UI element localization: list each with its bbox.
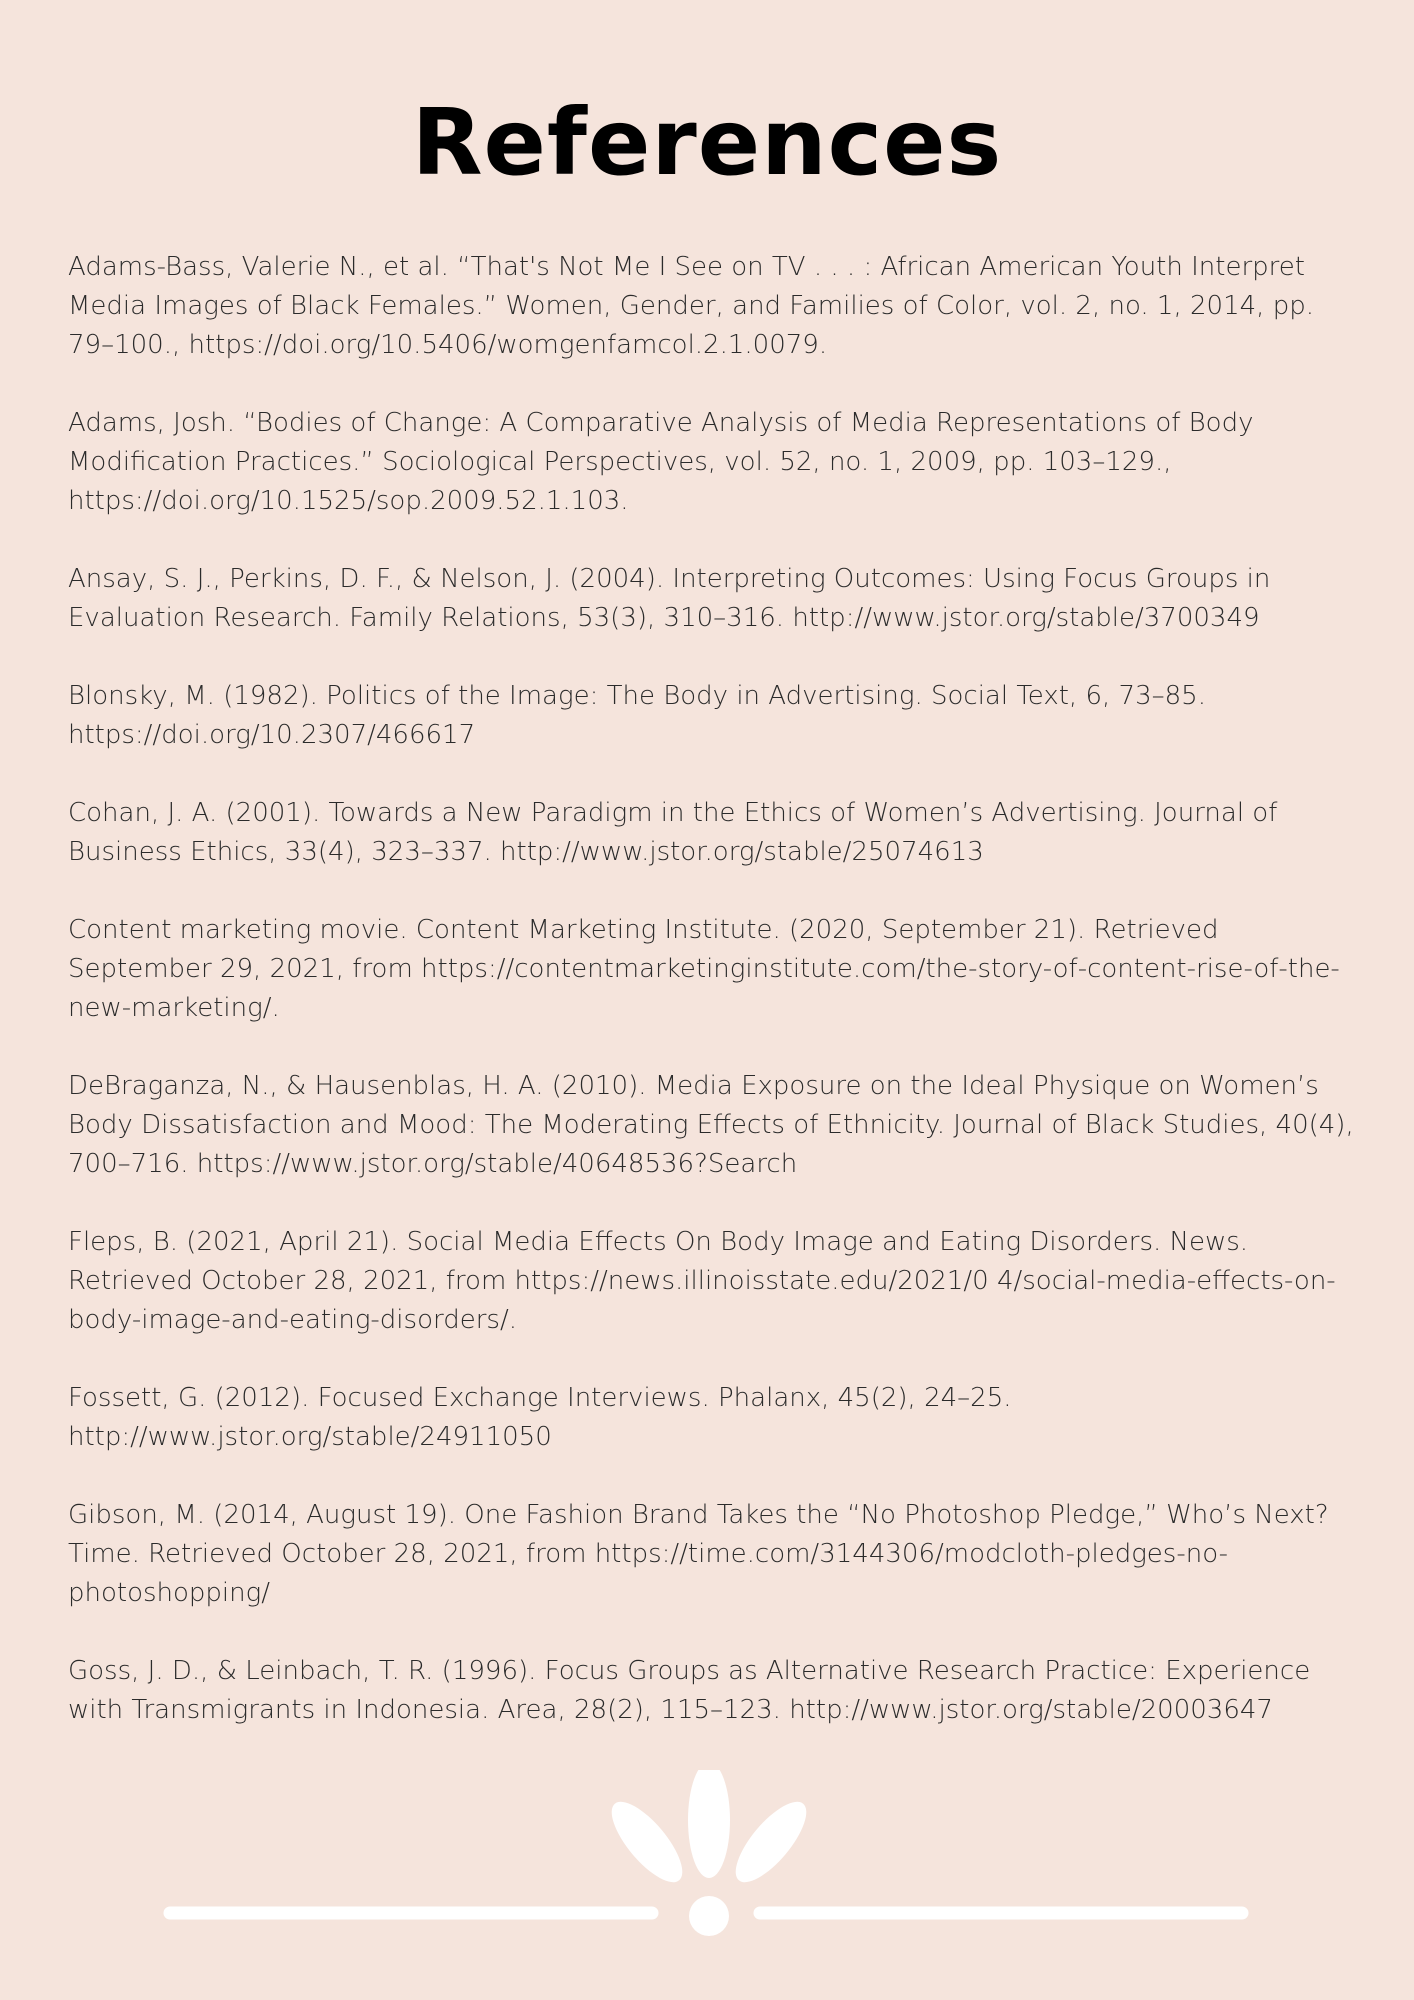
right-petal xyxy=(724,1791,817,1892)
center-petal xyxy=(688,1770,730,1878)
reference-item: Fleps, B. (2021, April 21). Social Media Effects On Body Image and Eating Disorders. News. Retrieved October 28, 2021, from https://news.illinoisstate.edu/2021/0 4/social-media-effects-on-body-image-and-eating-disorders/. xyxy=(68,1227,1336,1335)
left-petal xyxy=(600,1791,693,1892)
reference-item: Fossett, G. (2012). Focused Exchange Interviews. Phalanx, 45(2), 24–25. http://www.jstor.org/stable/24911050 xyxy=(68,1383,1012,1452)
reference-item: Adams-Bass, Valerie N., et al. “That's Not Me I See on TV . . . : African American Youth Interpret Media Images of Black Females.” Women, Gender, and Families of Color, vol. 2, no. 1, 2014, pp. 79–100., https://doi.org/10.5406/womgenfamcol.2.1.0079. xyxy=(68,252,1314,360)
exclamation-sparkle-icon xyxy=(160,1770,1250,1950)
reference-list xyxy=(68,248,1358,1769)
page-title: References xyxy=(411,89,1003,196)
center-dot xyxy=(689,1896,729,1936)
reference-item: DeBraganza, N., & Hausenblas, H. A. (2010). Media Exposure on the Ideal Physique on Women’s Body Dissatisfaction and Mood: The Moderating Effects of Ethnicity. Journal of Black Studies, 40(4), 700–716. https://www.jstor.org/stable/40648536?Search xyxy=(68,1071,1354,1179)
reference-item: Gibson, M. (2014, August 19). One Fashion Brand Takes the “No Photoshop Pledge,” Who’s Next? Time. Retrieved October 28, 2021, from https://time.com/3144306/modcloth-pledges-no-photoshopping/ xyxy=(68,1500,1329,1608)
reference-item: Ansay, S. J., Perkins, D. F., & Nelson, J. (2004). Interpreting Outcomes: Using Focus Groups in Evaluation Research. Family Relations, 53(3), 310–316. http://www.jstor.org/stable/3700349 xyxy=(68,564,1271,633)
reference-item: Goss, J. D., & Leinbach, T. R. (1996). Focus Groups as Alternative Research Practice: Experience with Transmigrants in Indonesia. Area, 28(2), 115–123. http://www.jstor.org/stable/20003647 xyxy=(68,1656,1311,1725)
reference-item: Blonsky, M. (1982). Politics of the Image: The Body in Advertising. Social Text, 6, 73–85. https://doi.org/10.2307/466617 xyxy=(68,681,1206,750)
reference-item: Adams, Josh. “Bodies of Change: A Comparative Analysis of Media Representations of Body Modification Practices.” Sociological Perspectives, vol. 52, no. 1, 2009, pp. 103–129., https://doi.org/10.1525/sop.2009.52.1.103. xyxy=(68,408,1254,516)
reference-item: Cohan, J. A. (2001). Towards a New Paradigm in the Ethics of Women’s Advertising. Journal of Business Ethics, 33(4), 323–337. http://www.jstor.org/stable/25074613 xyxy=(68,798,1278,867)
reference-item: Content marketing movie. Content Marketing Institute. (2020, September 21). Retrieved September 29, 2021, from https://contentmarketinginstitute.com/the-story-of-content-rise-of-the-new-marketing/. xyxy=(68,915,1340,1023)
